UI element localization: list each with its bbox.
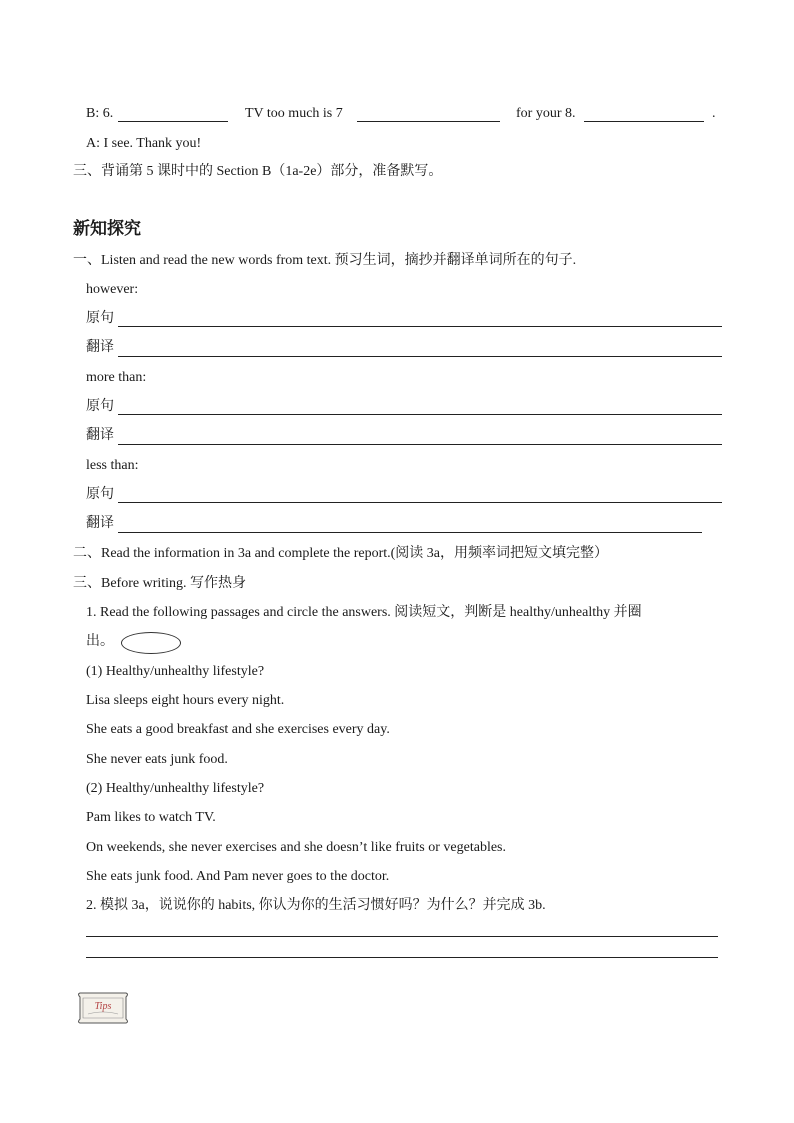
circle-example-oval xyxy=(121,632,181,654)
word-less-than: less than: xyxy=(86,458,139,473)
original-sentence-input[interactable] xyxy=(118,414,722,415)
passage2-line: She eats junk food. And Pam never goes to the doctor. xyxy=(86,869,390,884)
line-b-mid2: for your 8. xyxy=(516,106,576,121)
tips-label: Tips xyxy=(94,1001,112,1012)
blank-6[interactable] xyxy=(118,121,228,122)
translation-input[interactable] xyxy=(118,444,722,445)
q1-line1: 1. Read the following passages and circle the answers. 阅读短文，判断是 healthy/unhealthy 并圈 xyxy=(86,605,642,620)
tips-frame-icon xyxy=(74,992,132,1024)
translation-input[interactable] xyxy=(118,532,702,533)
review-line-a: A: I see. Thank you! xyxy=(86,136,202,151)
q2-instruction: 2. 模拟 3a，说说你的 habits, 你认为你的生活习惯好吗？为什么？并完成 3b. xyxy=(86,898,546,913)
translation-input[interactable] xyxy=(118,356,722,357)
translation-label: 翻译 xyxy=(86,428,114,443)
passage2-line: Pam likes to watch TV. xyxy=(86,810,216,825)
passage2-question: (2) Healthy/unhealthy lifestyle? xyxy=(86,781,265,796)
review-item-3: 三、背诵第 5 课时中的 Section B（1a-2e）部分，准备默写。 xyxy=(73,164,443,179)
part2-instruction: 二、Read the information in 3a and complete the report.(阅读 3a，用频率词把短文填完整） xyxy=(73,546,608,561)
line-b-end: . xyxy=(712,106,716,121)
line-b-prefix: B: 6. xyxy=(86,106,114,121)
word-however: however: xyxy=(86,282,139,297)
passage1-line: She eats a good breakfast and she exercises every day. xyxy=(86,722,390,737)
passage2-line: On weekends, she never exercises and she doesn’t like fruits or vegetables. xyxy=(86,840,506,855)
translation-label: 翻译 xyxy=(86,340,114,355)
part1-instruction: 一、Listen and read the new words from text. 预习生词，摘抄并翻译单词所在的句子. xyxy=(73,253,577,268)
original-sentence-input[interactable] xyxy=(118,326,722,327)
section-title: 新知探究 xyxy=(73,219,141,239)
tips-badge xyxy=(74,992,132,1024)
passage1-line: Lisa sleeps eight hours every night. xyxy=(86,693,285,708)
original-label: 原句 xyxy=(86,311,114,326)
word-more-than: more than: xyxy=(86,370,147,385)
blank-8[interactable] xyxy=(584,121,704,122)
q1-line2: 出。 xyxy=(86,634,114,649)
answer-line[interactable] xyxy=(86,936,718,937)
original-sentence-input[interactable] xyxy=(118,502,722,503)
original-label: 原句 xyxy=(86,399,114,414)
part3-instruction: 三、Before writing. 写作热身 xyxy=(73,576,247,591)
original-label: 原句 xyxy=(86,487,114,502)
line-b-mid1: TV too much is 7 xyxy=(245,106,343,121)
passage1-line: She never eats junk food. xyxy=(86,752,228,767)
passage1-question: (1) Healthy/unhealthy lifestyle? xyxy=(86,664,265,679)
blank-7[interactable] xyxy=(357,121,500,122)
translation-label: 翻译 xyxy=(86,516,114,531)
review-line-b xyxy=(86,105,113,123)
answer-line[interactable] xyxy=(86,957,718,958)
